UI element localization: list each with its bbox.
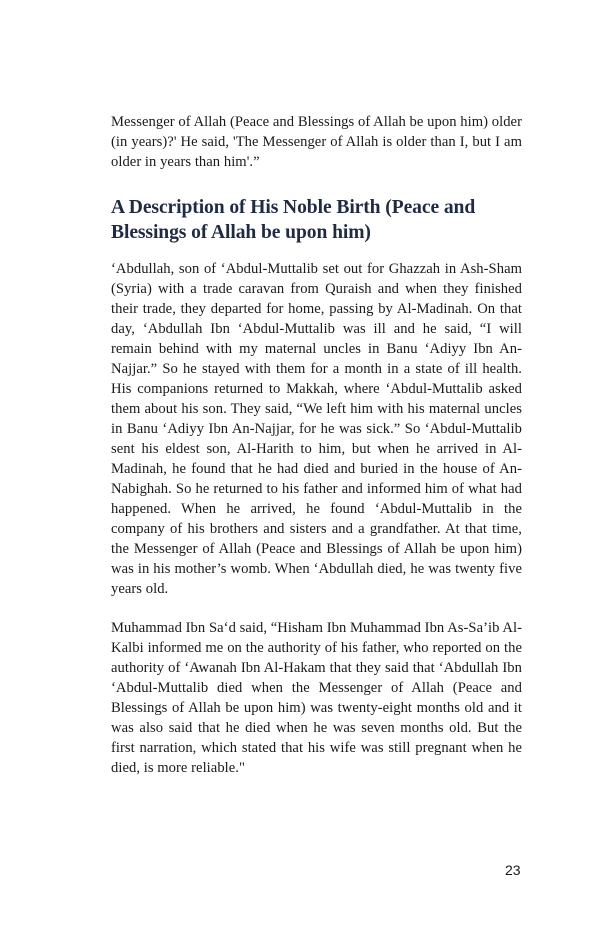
page-body bbox=[111, 112, 522, 778]
body-paragraph-2: Muhammad Ibn Sa‘d said, “Hisham Ibn Muhammad Ibn As-Sa’ib Al-Kalbi informed me on the authority of his father, who reported on the authority of ‘Awanah Ibn Al-Hakam that they said that ‘Abdullah Ibn ‘Abdul-Muttalib died when the Messenger of Allah (Peace and Blessings of Allah be upon him) was twenty-eight months old and it was also said that he died when he was seven months old. But the first narration, which stated that his wife was still pregnant when he died, is more reliable." bbox=[111, 620, 522, 776]
continuation-paragraph: Messenger of Allah (Peace and Blessings of Allah be upon him) older (in years)?' He said, 'The Messenger of Allah is older than I, but I am older in years than him'.” bbox=[111, 114, 522, 170]
page-number: 23 bbox=[505, 862, 521, 878]
body-paragraph-1: ‘Abdullah, son of ‘Abdul-Muttalib set out for Ghazzah in Ash-Sham (Syria) with a trade caravan from Quraish and when they finished their trade, they departed for home, passing by Al-Madinah. On that day, ‘Abdullah Ibn ‘Abdul-Muttalib was ill and he said, “I will remain behind with my maternal uncles in Banu ‘Adiyy Ibn An-Najjar.” So he stayed with them for a month in a state of ill health. His companions returned to Makkah, where ‘Abdul-Muttalib asked them about his son. They said, “We left him with his maternal uncles in Banu ‘Adiyy Ibn An-Najjar, for he was sick.” So ‘Abdul-Muttalib sent his eldest son, Al-Harith to him, but when he arrived in Al-Madinah, he found that he had died and buried in the house of An-Nabighah. So he returned to his father and informed him of what had happened. When he arrived, he found ‘Abdul-Muttalib in the company of his brothers and sisters and a grandfather. At that time, the Messenger of Allah (Peace and Blessings of Allah be upon him) was in his mother’s womb. When ‘Abdullah died, he was twenty five years old. bbox=[111, 261, 522, 597]
section-heading: A Description of His Noble Birth (Peace and Blessings of Allah be upon him) bbox=[111, 197, 476, 243]
